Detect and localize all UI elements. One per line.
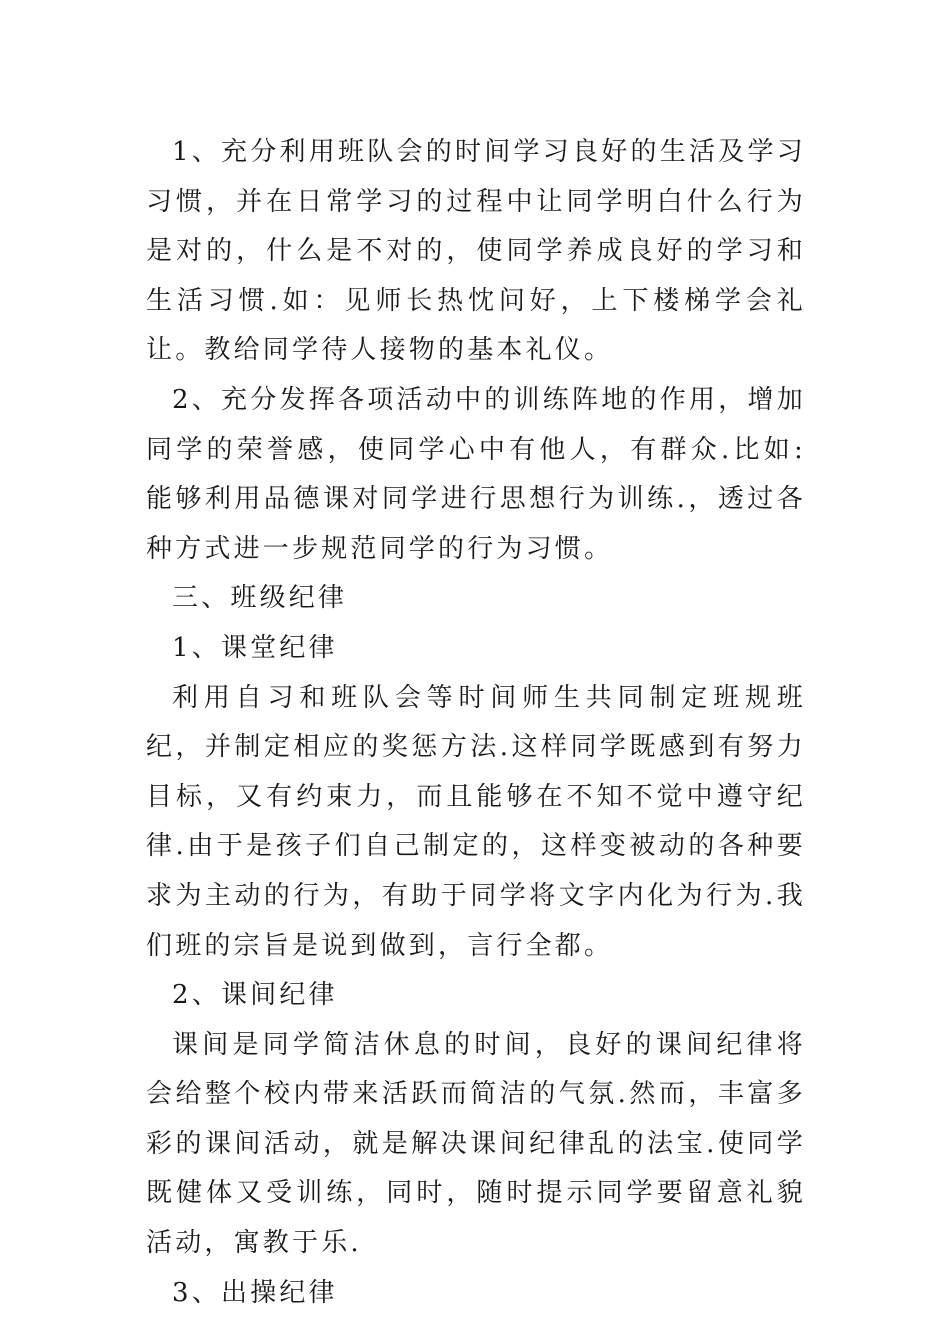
subheading-classroom-discipline: 1、课堂纪律 [172, 632, 338, 663]
paragraph-habits-2: 2、充分发挥各项活动中的训练阵地的作用，增加同学的荣誉感，使同学心中有他人，有群众.比如:能够利用品德课对同学进行思想行为训练.，透过各种方式进一步规范同学的行为习惯。 [146, 384, 806, 564]
section-heading-class-discipline: 三、班级纪律 [172, 583, 348, 614]
document-body [146, 128, 806, 1318]
paragraph-habits-1: 1、充分利用班队会的时间学习良好的生活及学习习惯，并在日常学习的过程中让同学明白什么行为是对的，什么是不对的，使同学养成良好的学习和生活习惯.如：见师长热忱问好，上下楼梯学会礼让。教给同学待人接物的基本礼仪。 [146, 137, 806, 366]
subheading-exercise-discipline: 3、出操纪律 [172, 1277, 338, 1308]
subheading-break-discipline: 2、课间纪律 [172, 980, 338, 1011]
paragraph-classroom-discipline: 利用自习和班队会等时间师生共同制定班规班纪，并制定相应的奖惩方法.这样同学既感到有努力目标，又有约束力，而且能够在不知不觉中遵守纪律.由于是孩子们自己制定的，这样变被动的各种要求为主动的行为，有助于同学将文字内化为行为.我们班的宗旨是说到做到，言行全都。 [146, 682, 806, 961]
paragraph-break-discipline: 课间是同学简洁休息的时间，良好的课间纪律将会给整个校内带来活跃而简洁的气氛.然而，丰富多彩的课间活动，就是解决课间纪律乱的法宝.使同学既健体又受训练，同时，随时提示同学要留意礼貌活动，寓教于乐. [146, 1029, 806, 1259]
